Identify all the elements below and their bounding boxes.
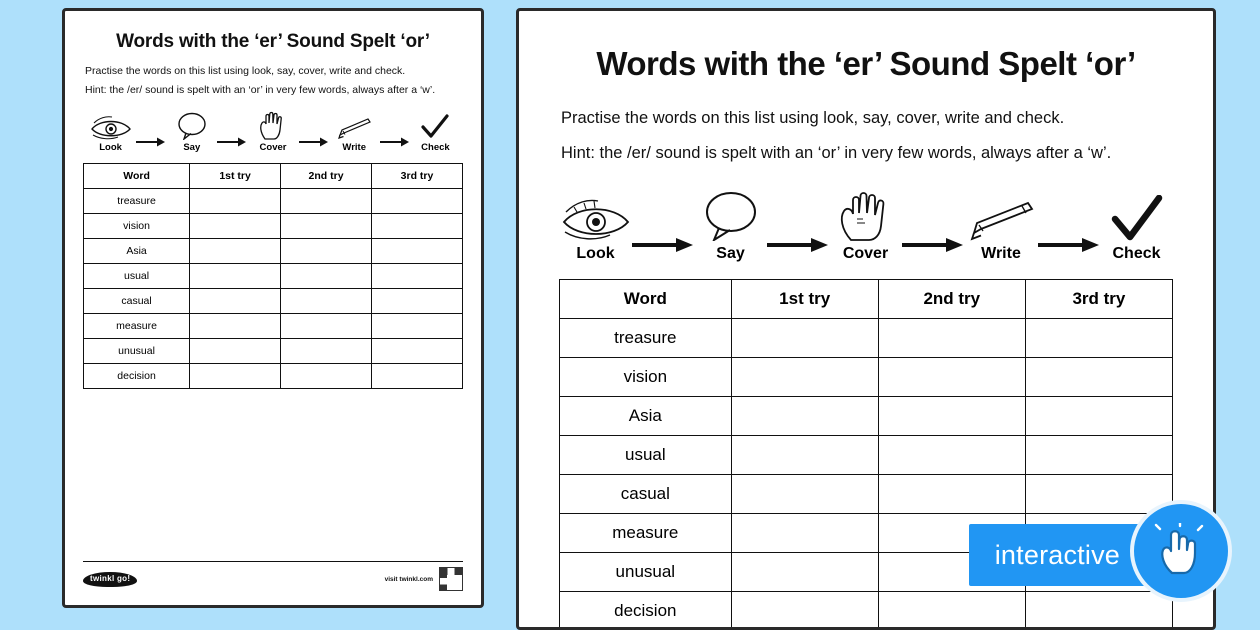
- spelling-table-small[interactable]: [83, 163, 463, 389]
- col-header-try1: 1st try: [190, 164, 281, 189]
- step-say-small: [166, 110, 217, 153]
- try1-cell[interactable]: [190, 214, 281, 239]
- try1-cell[interactable]: [731, 436, 878, 475]
- table-row: [84, 264, 463, 289]
- try1-cell[interactable]: [731, 358, 878, 397]
- step-label-check: Check: [1112, 245, 1161, 262]
- try3-cell[interactable]: [1025, 319, 1172, 358]
- pencil-icon: [964, 189, 1038, 241]
- word-cell: vision: [84, 214, 190, 239]
- arrow-icon-3-small: [299, 137, 329, 153]
- col-header-word: Word: [84, 164, 190, 189]
- try3-cell[interactable]: [1025, 475, 1172, 514]
- table-row: [560, 358, 1173, 397]
- word-cell: decision: [84, 364, 190, 389]
- step-label-check-small: Check: [421, 142, 450, 153]
- speech-bubble-icon: [166, 110, 217, 140]
- step-look: [559, 189, 632, 263]
- try2-cell[interactable]: [878, 592, 1025, 630]
- table-row: [560, 397, 1173, 436]
- table-row: [84, 239, 463, 264]
- try2-cell[interactable]: [281, 314, 372, 339]
- try1-cell[interactable]: [731, 475, 878, 514]
- word-cell: measure: [84, 314, 190, 339]
- eye-icon: [85, 110, 136, 140]
- try2-cell[interactable]: [878, 436, 1025, 475]
- arrow-icon-4-small: [380, 137, 410, 153]
- instruction-text-small: Practise the words on this list using look, say, cover, write and check.: [85, 65, 406, 77]
- try3-cell[interactable]: [372, 214, 463, 239]
- table-header-row: [84, 164, 463, 189]
- page-title-small: Words with the ‘er’ Sound Spelt ‘or’: [116, 31, 430, 52]
- table-row: [560, 436, 1173, 475]
- try2-cell[interactable]: [878, 358, 1025, 397]
- word-cell: treasure: [84, 189, 190, 214]
- arrow-icon-2-small: [217, 137, 247, 153]
- steps-row-small: [83, 110, 463, 153]
- step-label-write-small: Write: [342, 142, 366, 153]
- try1-cell[interactable]: [731, 592, 878, 630]
- try2-cell[interactable]: [878, 319, 1025, 358]
- try3-cell[interactable]: [372, 189, 463, 214]
- try2-cell[interactable]: [878, 475, 1025, 514]
- table-row: [84, 314, 463, 339]
- try2-cell[interactable]: [281, 214, 372, 239]
- try1-cell[interactable]: [190, 314, 281, 339]
- try1-cell[interactable]: [190, 264, 281, 289]
- try2-cell[interactable]: [281, 289, 372, 314]
- tick-icon: [410, 110, 461, 140]
- try3-cell[interactable]: [1025, 358, 1172, 397]
- step-cover: [829, 189, 902, 263]
- arrow-icon-4: [1038, 237, 1100, 263]
- col-header-word: Word: [560, 280, 732, 319]
- arrow-icon-2: [767, 237, 829, 263]
- try2-cell[interactable]: [281, 189, 372, 214]
- step-write-small: [329, 110, 380, 153]
- step-write: [964, 189, 1038, 263]
- try3-cell[interactable]: [1025, 592, 1172, 630]
- try3-cell[interactable]: [372, 339, 463, 364]
- step-label-say-small: Say: [183, 142, 201, 153]
- try3-cell[interactable]: [372, 264, 463, 289]
- step-cover-small: [247, 110, 298, 153]
- try3-cell[interactable]: [372, 239, 463, 264]
- step-label-say: Say: [716, 245, 745, 262]
- try3-cell[interactable]: [372, 289, 463, 314]
- page-title: Words with the ‘er’ Sound Spelt ‘or’: [596, 45, 1136, 82]
- qr-code-icon: [439, 567, 463, 591]
- eye-icon: [559, 189, 632, 241]
- step-say: [694, 189, 767, 263]
- try2-cell[interactable]: [878, 397, 1025, 436]
- step-look-small: [85, 110, 136, 153]
- table-row: [560, 592, 1173, 630]
- try1-cell[interactable]: [731, 319, 878, 358]
- step-label-write: Write: [981, 245, 1021, 262]
- tick-icon: [1100, 189, 1173, 241]
- word-cell: usual: [84, 264, 190, 289]
- try1-cell[interactable]: [731, 514, 878, 553]
- try1-cell[interactable]: [731, 553, 878, 592]
- word-cell: measure: [560, 514, 732, 553]
- step-label-look: Look: [576, 245, 615, 262]
- word-cell: Asia: [560, 397, 732, 436]
- word-cell: casual: [560, 475, 732, 514]
- word-cell: decision: [560, 592, 732, 630]
- hand-icon: [247, 110, 298, 140]
- try1-cell[interactable]: [731, 397, 878, 436]
- twinkl-logo: twinkl go!: [83, 572, 137, 587]
- table-row: [560, 475, 1173, 514]
- hint-text: Hint: the /er/ sound is spelt with an ‘or’ in very few words, always after a ‘w’.: [561, 144, 1112, 162]
- interactive-badge-label: interactive: [994, 539, 1120, 570]
- try1-cell[interactable]: [190, 239, 281, 264]
- speech-bubble-icon: [694, 189, 767, 241]
- step-check-small: [410, 110, 461, 153]
- col-header-try2: 2nd try: [878, 280, 1025, 319]
- col-header-try3: 3rd try: [1025, 280, 1172, 319]
- hand-icon: [829, 189, 902, 241]
- try1-cell[interactable]: [190, 364, 281, 389]
- table-row: [84, 189, 463, 214]
- word-cell: usual: [560, 436, 732, 475]
- step-check: [1100, 189, 1173, 263]
- word-cell: casual: [84, 289, 190, 314]
- arrow-icon-1: [632, 237, 694, 263]
- col-header-try1: 1st try: [731, 280, 878, 319]
- col-header-try3: 3rd try: [372, 164, 463, 189]
- hand-pointer-icon: [1154, 523, 1208, 579]
- table-row: [84, 364, 463, 389]
- try3-cell[interactable]: [1025, 436, 1172, 475]
- try3-cell[interactable]: [1025, 397, 1172, 436]
- try2-cell[interactable]: [281, 239, 372, 264]
- word-cell: Asia: [84, 239, 190, 264]
- step-label-cover-small: Cover: [259, 142, 287, 153]
- try2-cell[interactable]: [281, 339, 372, 364]
- worksheet-footer: [83, 561, 463, 591]
- try1-cell[interactable]: [190, 189, 281, 214]
- word-cell: vision: [560, 358, 732, 397]
- table-row: [84, 289, 463, 314]
- step-label-look-small: Look: [99, 142, 122, 153]
- word-cell: unusual: [84, 339, 190, 364]
- worksheet-preview-small[interactable]: [62, 8, 484, 608]
- try3-cell[interactable]: [372, 314, 463, 339]
- footer-right-group: [385, 567, 463, 591]
- pencil-icon: [329, 110, 380, 140]
- try1-cell[interactable]: [190, 289, 281, 314]
- word-cell: treasure: [560, 319, 732, 358]
- step-label-cover: Cover: [842, 245, 889, 262]
- arrow-icon-1-small: [136, 137, 166, 153]
- try1-cell[interactable]: [190, 339, 281, 364]
- table-row: [84, 214, 463, 239]
- footer-url: visit twinkl.com: [384, 575, 433, 583]
- try3-cell[interactable]: [372, 364, 463, 389]
- table-row: [560, 319, 1173, 358]
- steps-row: [559, 189, 1173, 263]
- col-header-try2: 2nd try: [281, 164, 372, 189]
- interactive-badge-circle[interactable]: [1130, 500, 1232, 602]
- table-row: [84, 339, 463, 364]
- try2-cell[interactable]: [281, 264, 372, 289]
- table-header-row: [560, 280, 1173, 319]
- try2-cell[interactable]: [281, 364, 372, 389]
- instruction-text: Practise the words on this list using look, say, cover, write and check.: [561, 109, 1065, 127]
- arrow-icon-3: [902, 237, 964, 263]
- hint-text-small: Hint: the /er/ sound is spelt with an ‘or’ in very few words, always after a ‘w’.: [85, 84, 436, 96]
- word-cell: unusual: [560, 553, 732, 592]
